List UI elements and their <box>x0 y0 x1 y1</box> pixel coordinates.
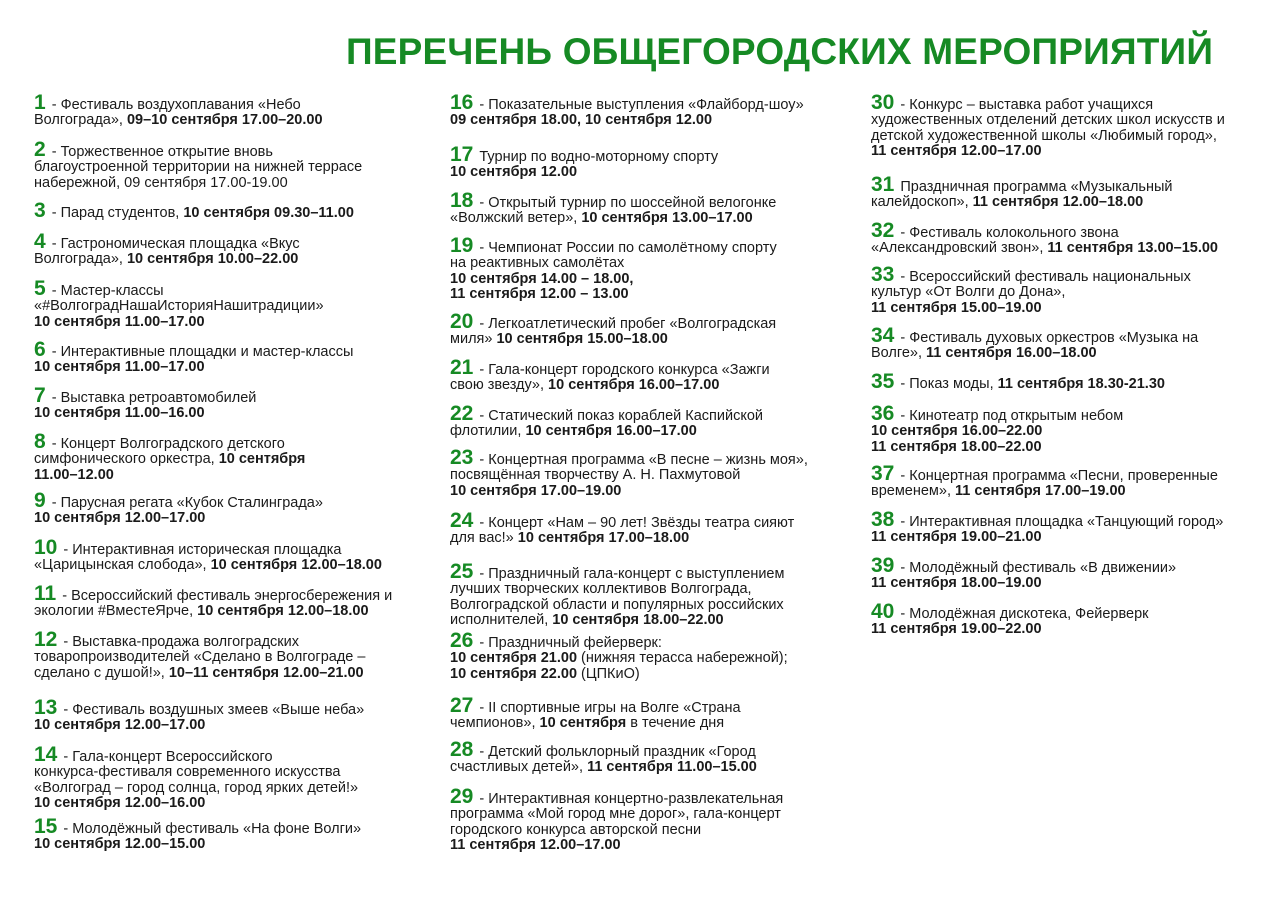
event-datetime: 11 сентября 12.00–18.00 <box>972 194 1144 211</box>
event-description: - Молодёжная дискотека, Фейерверк <box>900 606 1149 622</box>
event-datetime: 11 сентября 12.00–17.00 <box>871 142 1042 159</box>
event-item <box>34 91 420 129</box>
event-number: 28 <box>450 738 474 761</box>
event-datetime: 11 сентября 17.00–19.00 <box>955 483 1126 500</box>
event-item <box>871 402 1261 455</box>
event-description: - Показательные выступления «Флайборд-шоу» <box>479 97 804 113</box>
event-datetime: 10 сентября 11.00–17.00 <box>34 359 205 376</box>
event-description: - Легкоатлетический пробег «Волгоградская миля» <box>450 316 777 348</box>
event-item <box>34 430 420 483</box>
event-description: - Гастрономическая площадка «Вкус Волгограда», <box>34 236 300 268</box>
event-description: - Детский фольклорный праздник «Город счастливых детей», <box>450 744 756 776</box>
event-description: Праздничная программа «Музыкальный калейдоскоп», <box>871 179 1173 211</box>
event-datetime: 11 сентября 19.00–22.00 <box>871 621 1042 638</box>
event-item <box>34 696 420 734</box>
event-number: 8 <box>34 430 46 453</box>
event-item <box>34 230 420 268</box>
event-datetime: 10 сентября 17.00–19.00 <box>450 482 622 499</box>
event-number: 10 <box>34 536 58 559</box>
event-item <box>450 738 836 776</box>
event-item <box>871 91 1261 159</box>
event-description: - Кинотеатр под открытым небом <box>900 408 1124 424</box>
event-item <box>450 446 836 499</box>
event-item <box>34 277 420 330</box>
event-description: - Гала-концерт Всероссийского конкурса-фестиваля современного искусства «Волгоград – город солнца, город ярких детей!» <box>34 749 359 796</box>
event-number: 13 <box>34 696 58 719</box>
event-description: - Всероссийский фестиваль энергосбережения и экологии #ВместеЯрче, <box>34 588 393 620</box>
event-item <box>871 219 1261 257</box>
event-item <box>871 554 1261 592</box>
event-item <box>871 508 1261 546</box>
event-number: 15 <box>34 815 58 838</box>
event-item <box>871 462 1261 500</box>
event-item <box>450 785 836 853</box>
event-item <box>450 234 836 302</box>
event-description: (нижняя терасса набережной); <box>581 650 788 667</box>
event-datetime: 10 сентября 16.00–17.00 <box>525 423 697 440</box>
event-number: 11 <box>34 582 57 605</box>
event-description: - Концертная программа «Песни, проверенные временем», <box>871 468 1218 500</box>
event-item <box>34 384 420 422</box>
event-description: - Статический показ кораблей Каспийской флотилии, <box>450 408 764 440</box>
event-number: 23 <box>450 446 474 469</box>
event-number: 24 <box>450 509 474 532</box>
event-datetime: 10 сентября 21.00 <box>450 650 578 667</box>
event-item <box>450 509 836 547</box>
event-number: 31 <box>871 173 895 196</box>
event-datetime: 10 сентября 10.00–22.00 <box>126 251 299 268</box>
page-title: ПЕРЕЧЕНЬ ОБЩЕГОРОДСКИХ МЕРОПРИЯТИЙ <box>346 31 1214 72</box>
event-description: - Концертная программа «В песне – жизнь моя», посвящённая творчеству А. Н. Пахмутовой <box>450 452 808 484</box>
event-number: 2 <box>34 138 46 161</box>
event-description: - Праздничный гала-концерт с выступлением лучших творческих коллективов Волгограда, Волгоградской области и популярных российских исполнителей, <box>450 566 785 628</box>
event-number: 33 <box>871 263 895 286</box>
event-description: - II спортивные игры на Волге «Страна чемпионов», <box>450 700 741 732</box>
event-number: 39 <box>871 554 895 577</box>
event-number: 29 <box>450 785 474 808</box>
event-description: - Выставка ретроавтомобилей <box>51 390 257 406</box>
event-datetime: 10 сентября 09.30–11.00 <box>183 205 354 221</box>
event-number: 38 <box>871 508 895 531</box>
event-item <box>871 324 1261 362</box>
event-description: - Фестиваль воздушных змеев «Выше неба» <box>63 702 365 718</box>
event-datetime: 10 сентября 18.00–22.00 <box>552 611 724 628</box>
event-datetime: 10 сентября 12.00–15.00 <box>34 836 206 853</box>
event-number: 14 <box>34 743 58 766</box>
event-datetime: 10 сентября 16.00–22.00 11 сентября 18.00–22.00 <box>871 423 1043 455</box>
event-datetime: 10 сентября 22.00 <box>450 665 578 682</box>
event-description: - Чемпионат России по самолётному спорту на реактивных самолётах <box>450 240 777 272</box>
event-description: - Парад студентов, <box>47 205 184 221</box>
event-number: 16 <box>450 91 474 114</box>
event-description: - Торжественное открытие вновь благоустроенной территории на нижней террасе набережной, 09 сентября 17.00-19.00 <box>34 144 363 191</box>
event-item <box>450 694 836 732</box>
event-description: - Конкурс – выставка работ учащихся художественных отделений детских школ искусств и детской художественной школы «Любимый город», <box>871 97 1225 144</box>
event-item <box>871 370 1261 393</box>
event-datetime: 10 сентября 17.00–18.00 <box>517 530 690 547</box>
event-number: 36 <box>871 402 895 425</box>
event-description: в течение дня <box>626 715 725 732</box>
event-datetime: 11 сентября 19.00–21.00 <box>871 529 1042 546</box>
event-description: - Фестиваль колокольного звона «Александровский звон», <box>871 225 1119 257</box>
event-number: 9 <box>34 489 46 512</box>
event-datetime: 10–11 сентября 12.00–21.00 <box>168 664 364 681</box>
event-number: 6 <box>34 338 46 361</box>
event-number: 7 <box>34 384 46 407</box>
event-number: 37 <box>871 462 895 485</box>
event-datetime: 10 сентября 11.00–12.00 <box>34 451 306 483</box>
event-description: - Праздничный фейерверк: <box>479 635 662 651</box>
event-description: - Интерактивная историческая площадка «Царицынская слобода», <box>34 542 342 574</box>
event-description: - Концерт «Нам – 90 лет! Звёзды театра сияют для вас!» <box>450 515 795 547</box>
event-number: 20 <box>450 310 474 333</box>
event-datetime: 10 сентября <box>539 715 627 732</box>
event-item <box>450 402 836 440</box>
event-description: - Молодёжный фестиваль «В движении» <box>900 560 1177 576</box>
event-item <box>871 600 1261 638</box>
event-datetime: 10 сентября 12.00–18.00 <box>197 603 369 620</box>
event-description: Турнир по водно-моторному спорту <box>479 149 719 165</box>
event-item <box>34 199 420 222</box>
event-number: 22 <box>450 402 474 425</box>
event-number: 18 <box>450 189 474 212</box>
event-number: 4 <box>34 230 46 253</box>
event-item <box>34 489 420 527</box>
event-datetime: 10 сентября 13.00–17.00 <box>581 210 753 227</box>
event-description: - Всероссийский фестиваль национальных культур «От Волги до Дона», <box>871 269 1191 301</box>
event-datetime: 10 сентября 14.00 – 18.00, 11 сентября 12.00 – 13.00 <box>450 270 634 302</box>
event-datetime: 11 сентября 11.00–15.00 <box>587 759 757 776</box>
event-description: - Показ моды, <box>896 376 998 392</box>
event-number: 27 <box>450 694 474 717</box>
event-description: - Интерактивная концертно-развлекательная программа «Мой город мне дорог», гала-концерт городского конкурса авторской песни <box>450 791 784 838</box>
event-description: - Интерактивные площадки и мастер-классы <box>51 344 354 360</box>
event-description: (ЦПКиО) <box>577 665 640 682</box>
event-item <box>871 173 1261 211</box>
event-description: - Интерактивная площадка «Танцующий город» <box>900 514 1224 530</box>
event-datetime: 10 сентября 12.00–17.00 <box>34 510 206 527</box>
event-item <box>34 815 420 853</box>
event-item <box>450 356 836 394</box>
event-number: 40 <box>871 600 895 623</box>
event-number: 3 <box>34 199 46 222</box>
event-datetime: 10 сентября 11.00–17.00 <box>34 313 205 330</box>
event-item <box>450 189 836 227</box>
event-item <box>450 310 836 348</box>
event-item <box>34 743 420 811</box>
event-datetime: 11 сентября 15.00–19.00 <box>871 299 1042 316</box>
event-number: 5 <box>34 277 46 300</box>
event-description: - Молодёжный фестиваль «На фоне Волги» <box>63 821 362 837</box>
event-number: 19 <box>450 234 474 257</box>
event-description: - Концерт Волгоградского детского симфонического оркестра, <box>34 436 285 468</box>
event-item <box>450 91 836 129</box>
event-number: 34 <box>871 324 895 347</box>
event-number: 1 <box>34 91 46 114</box>
event-number: 25 <box>450 560 474 583</box>
event-number: 12 <box>34 628 58 651</box>
event-description: - Фестиваль духовых оркестров «Музыка на Волге», <box>871 330 1199 362</box>
event-description: - Фестиваль воздухоплавания «Небо Волгограда», <box>34 97 301 129</box>
event-item <box>34 338 420 376</box>
event-number: 35 <box>871 370 895 393</box>
event-datetime: 10 сентября 15.00–18.00 <box>496 331 668 348</box>
event-datetime: 11 сентября 18.30-21.30 <box>997 376 1165 392</box>
event-item <box>871 263 1261 316</box>
event-item <box>34 536 420 574</box>
event-datetime: 11 сентября 16.00–18.00 <box>926 345 1097 362</box>
event-number: 30 <box>871 91 895 114</box>
event-number: 21 <box>450 356 474 379</box>
event-datetime: 10 сентября 12.00–18.00 <box>210 557 382 574</box>
event-datetime: 11 сентября 12.00–17.00 <box>450 836 621 853</box>
event-datetime: 10 сентября 12.00 <box>450 164 578 181</box>
event-datetime: 10 сентября 11.00–16.00 <box>34 405 205 422</box>
event-description: - Парусная регата «Кубок Сталинграда» <box>51 495 323 511</box>
event-number: 17 <box>450 143 474 166</box>
event-description: - Гала-концерт городского конкурса «Зажги свою звезду», <box>450 362 770 394</box>
event-item <box>34 628 420 681</box>
event-datetime: 10 сентября 16.00–17.00 <box>548 377 720 394</box>
event-datetime: 09–10 сентября 17.00–20.00 <box>126 112 323 129</box>
event-item <box>450 143 836 181</box>
event-item <box>450 560 836 628</box>
event-number: 26 <box>450 629 474 652</box>
event-datetime: 11 сентября 18.00–19.00 <box>871 575 1042 592</box>
event-description: - Открытый турнир по шоссейной велогонке «Волжский ветер», <box>450 195 777 227</box>
event-datetime: 10 сентября 12.00–17.00 <box>34 717 206 734</box>
event-description: - Мастер-классы «#ВолгоградНашаИсторияНашитрадиции» <box>34 283 324 315</box>
event-datetime: 11 сентября 13.00–15.00 <box>1047 240 1218 257</box>
event-item <box>34 582 420 620</box>
event-datetime: 10 сентября 12.00–16.00 <box>34 794 206 811</box>
event-description: - Выставка-продажа волгоградских товаропроизводителей «Сделано в Волгограде – сделано с душой!», <box>34 634 366 681</box>
event-item <box>450 629 836 682</box>
event-datetime: 09 сентября 18.00, 10 сентября 12.00 <box>450 112 713 129</box>
event-item <box>34 138 420 191</box>
event-number: 32 <box>871 219 895 242</box>
